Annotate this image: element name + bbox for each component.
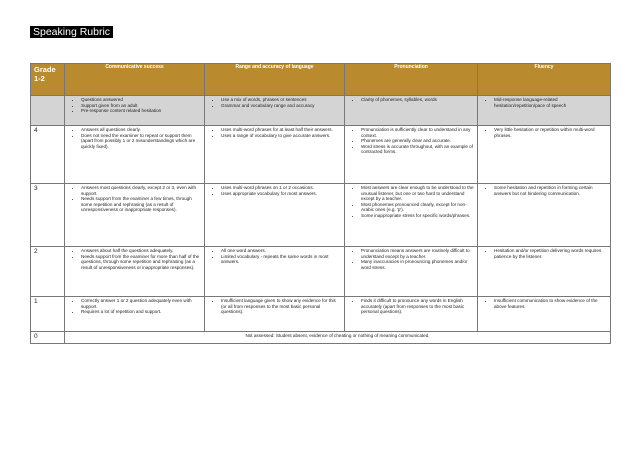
criteria-list (207, 248, 342, 265)
criteria-list (67, 97, 202, 114)
criteria-list (480, 248, 608, 259)
criteria-list (67, 298, 202, 315)
criteria-cell (345, 126, 478, 184)
grade-row (31, 184, 611, 247)
criteria-list (207, 97, 342, 108)
criteria-item: • Insufficient language given to show any evidence for this (or all from responses to the most basic personal questions). (221, 298, 342, 315)
criteria-item: • Word stress is accurate throughout, with an example of contracted forms. (361, 144, 475, 155)
criteria-item: • Uses multi-word phrases for at least half their answers. (221, 127, 342, 133)
criteria-cell (478, 126, 611, 184)
criteria-cell (478, 297, 611, 332)
criteria-item: • Limited vocabulary - repeats the same words in most answers. (221, 254, 342, 265)
header-row (31, 64, 611, 96)
zero-row (31, 332, 611, 344)
grade-cell: 0 (31, 332, 65, 344)
grade-cell: 4 (31, 126, 65, 184)
criteria-list (480, 185, 608, 196)
criteria-cell (345, 247, 478, 297)
range-header: Range and accuracy of language (205, 64, 345, 96)
criteria-cell (65, 184, 205, 247)
descriptor-row (31, 96, 611, 126)
page-title: Speaking Rubric (30, 26, 113, 38)
criteria-list (67, 127, 202, 149)
criteria-cell (478, 247, 611, 297)
descriptor-grade-cell (31, 96, 65, 126)
criteria-item: • Support given from an adult (81, 103, 202, 109)
criteria-list (480, 298, 608, 309)
criteria-cell (205, 247, 345, 297)
criteria-item: • Answers about half the questions adequately. (81, 248, 202, 254)
criteria-item: • Questions answered (81, 97, 202, 103)
criteria-item: • Finds it difficult to pronounce any words in English accurately (apart from responses to the most basic personal questions). (361, 298, 475, 315)
criteria-list (67, 248, 202, 270)
criteria-item: • Use a mix of words, phrases or sentences (221, 97, 342, 103)
descriptor-cell (478, 96, 611, 126)
criteria-item: • Most phonemes pronounced clearly, except for non-Arabic ones (e.g. 'p'). (361, 202, 475, 213)
pronunciation-header: Pronunciation (345, 64, 478, 96)
criteria-item: • Does not need the examiner to repeat or support them (apart from possibly 1 or 2 misunderstandings which are quickly fixed). (81, 133, 202, 150)
criteria-item: • Hesitation and/or repetition delivering words requires patience by the listener. (494, 248, 608, 259)
grade-row (31, 297, 611, 332)
fluency-header: Fluency (478, 64, 611, 96)
criteria-list (480, 127, 608, 138)
criteria-item: • All one word answers. (221, 248, 342, 254)
grade-cell: 1 (31, 297, 65, 332)
criteria-list (347, 127, 475, 155)
zero-row-text: Not assessed: Student absent, evidence of cheating or nothing of meaning communicated. (65, 332, 611, 344)
descriptor-cell (205, 96, 345, 126)
criteria-item: • Answers all questions clearly. (81, 127, 202, 133)
criteria-cell (205, 297, 345, 332)
criteria-item: • Answers most questions clearly, except 2 or 3, even with support. (81, 185, 202, 196)
criteria-item: • Pre-response content related hesitation (81, 108, 202, 114)
criteria-item: • Phonemes are generally clear and accurate. (361, 138, 475, 144)
criteria-item: • Uses appropriate vocabulary for most answers. (221, 191, 342, 197)
criteria-item: • Very little hesitation or repetition within multi-word phrases. (494, 127, 608, 138)
criteria-list (347, 185, 475, 219)
rubric-table (30, 63, 611, 344)
criteria-item: • Pronunciation means answers are routinely difficult to understand except by a teacher. (361, 248, 475, 259)
criteria-item: • Insufficient communication to show evidence of the above features. (494, 298, 608, 309)
criteria-list (347, 248, 475, 270)
criteria-cell (478, 184, 611, 247)
criteria-item: • Correctly answer 1 or 2 question adequately even with support. (81, 298, 202, 309)
criteria-item: • Grammar and vocabulary range and accuracy (221, 103, 342, 109)
criteria-item: • Pronunciation is sufficiently clear to understand in any context. (361, 127, 475, 138)
criteria-cell (65, 126, 205, 184)
criteria-list (347, 298, 475, 315)
criteria-item: • Mid-response language-related hesitation/repetition/pace of speech (494, 97, 608, 108)
criteria-list (207, 127, 342, 138)
criteria-item: • Most answers are clear enough to be understood to the unusual listener, but one or two hard to understand except by a teacher. (361, 185, 475, 202)
criteria-cell (345, 297, 478, 332)
grade-cell: 3 (31, 184, 65, 247)
grade-cell: 2 (31, 247, 65, 297)
grade-row (31, 247, 611, 297)
criteria-item: • Many inaccuracies in pronouncing phonemes and/or word stress. (361, 259, 475, 270)
criteria-item: • Requires a lot of repetition and support. (81, 309, 202, 315)
criteria-list (207, 298, 342, 315)
criteria-item: • Needs support from the examiner for more than half of the questions, through some repetition and rephrasing (as a result of unresponsiveness or inappropriate responses). (81, 254, 202, 271)
criteria-cell (345, 184, 478, 247)
criteria-cell (205, 184, 345, 247)
descriptor-cell (65, 96, 205, 126)
criteria-cell (65, 247, 205, 297)
criteria-list (67, 185, 202, 213)
criteria-item: • Uses multi-word phrases on 1 or 2 occasions. (221, 185, 342, 191)
criteria-list (480, 97, 608, 108)
descriptor-cell (345, 96, 478, 126)
grade-row (31, 126, 611, 184)
criteria-item: • Some inappropriate stress for specific words/phrases. (361, 213, 475, 219)
criteria-item: • Uses a range of vocabulary to give accurate answers. (221, 133, 342, 139)
grade-header: Grade 1-2 (31, 64, 65, 96)
criteria-list (347, 97, 475, 103)
criteria-item: • Needs support from the examiner a few times, through some repetition and rephrasing (as a result of unresponsiveness or inappropriate responses). (81, 196, 202, 213)
criteria-cell (65, 297, 205, 332)
criteria-list (207, 185, 342, 196)
communicative-header: Communicative success (65, 64, 205, 96)
criteria-cell (205, 126, 345, 184)
criteria-item: • Clarity of phonemes, syllables, words (361, 97, 475, 103)
criteria-item: • Some hesitation and repetition in forming certain answers but not hindering communication. (494, 185, 608, 196)
